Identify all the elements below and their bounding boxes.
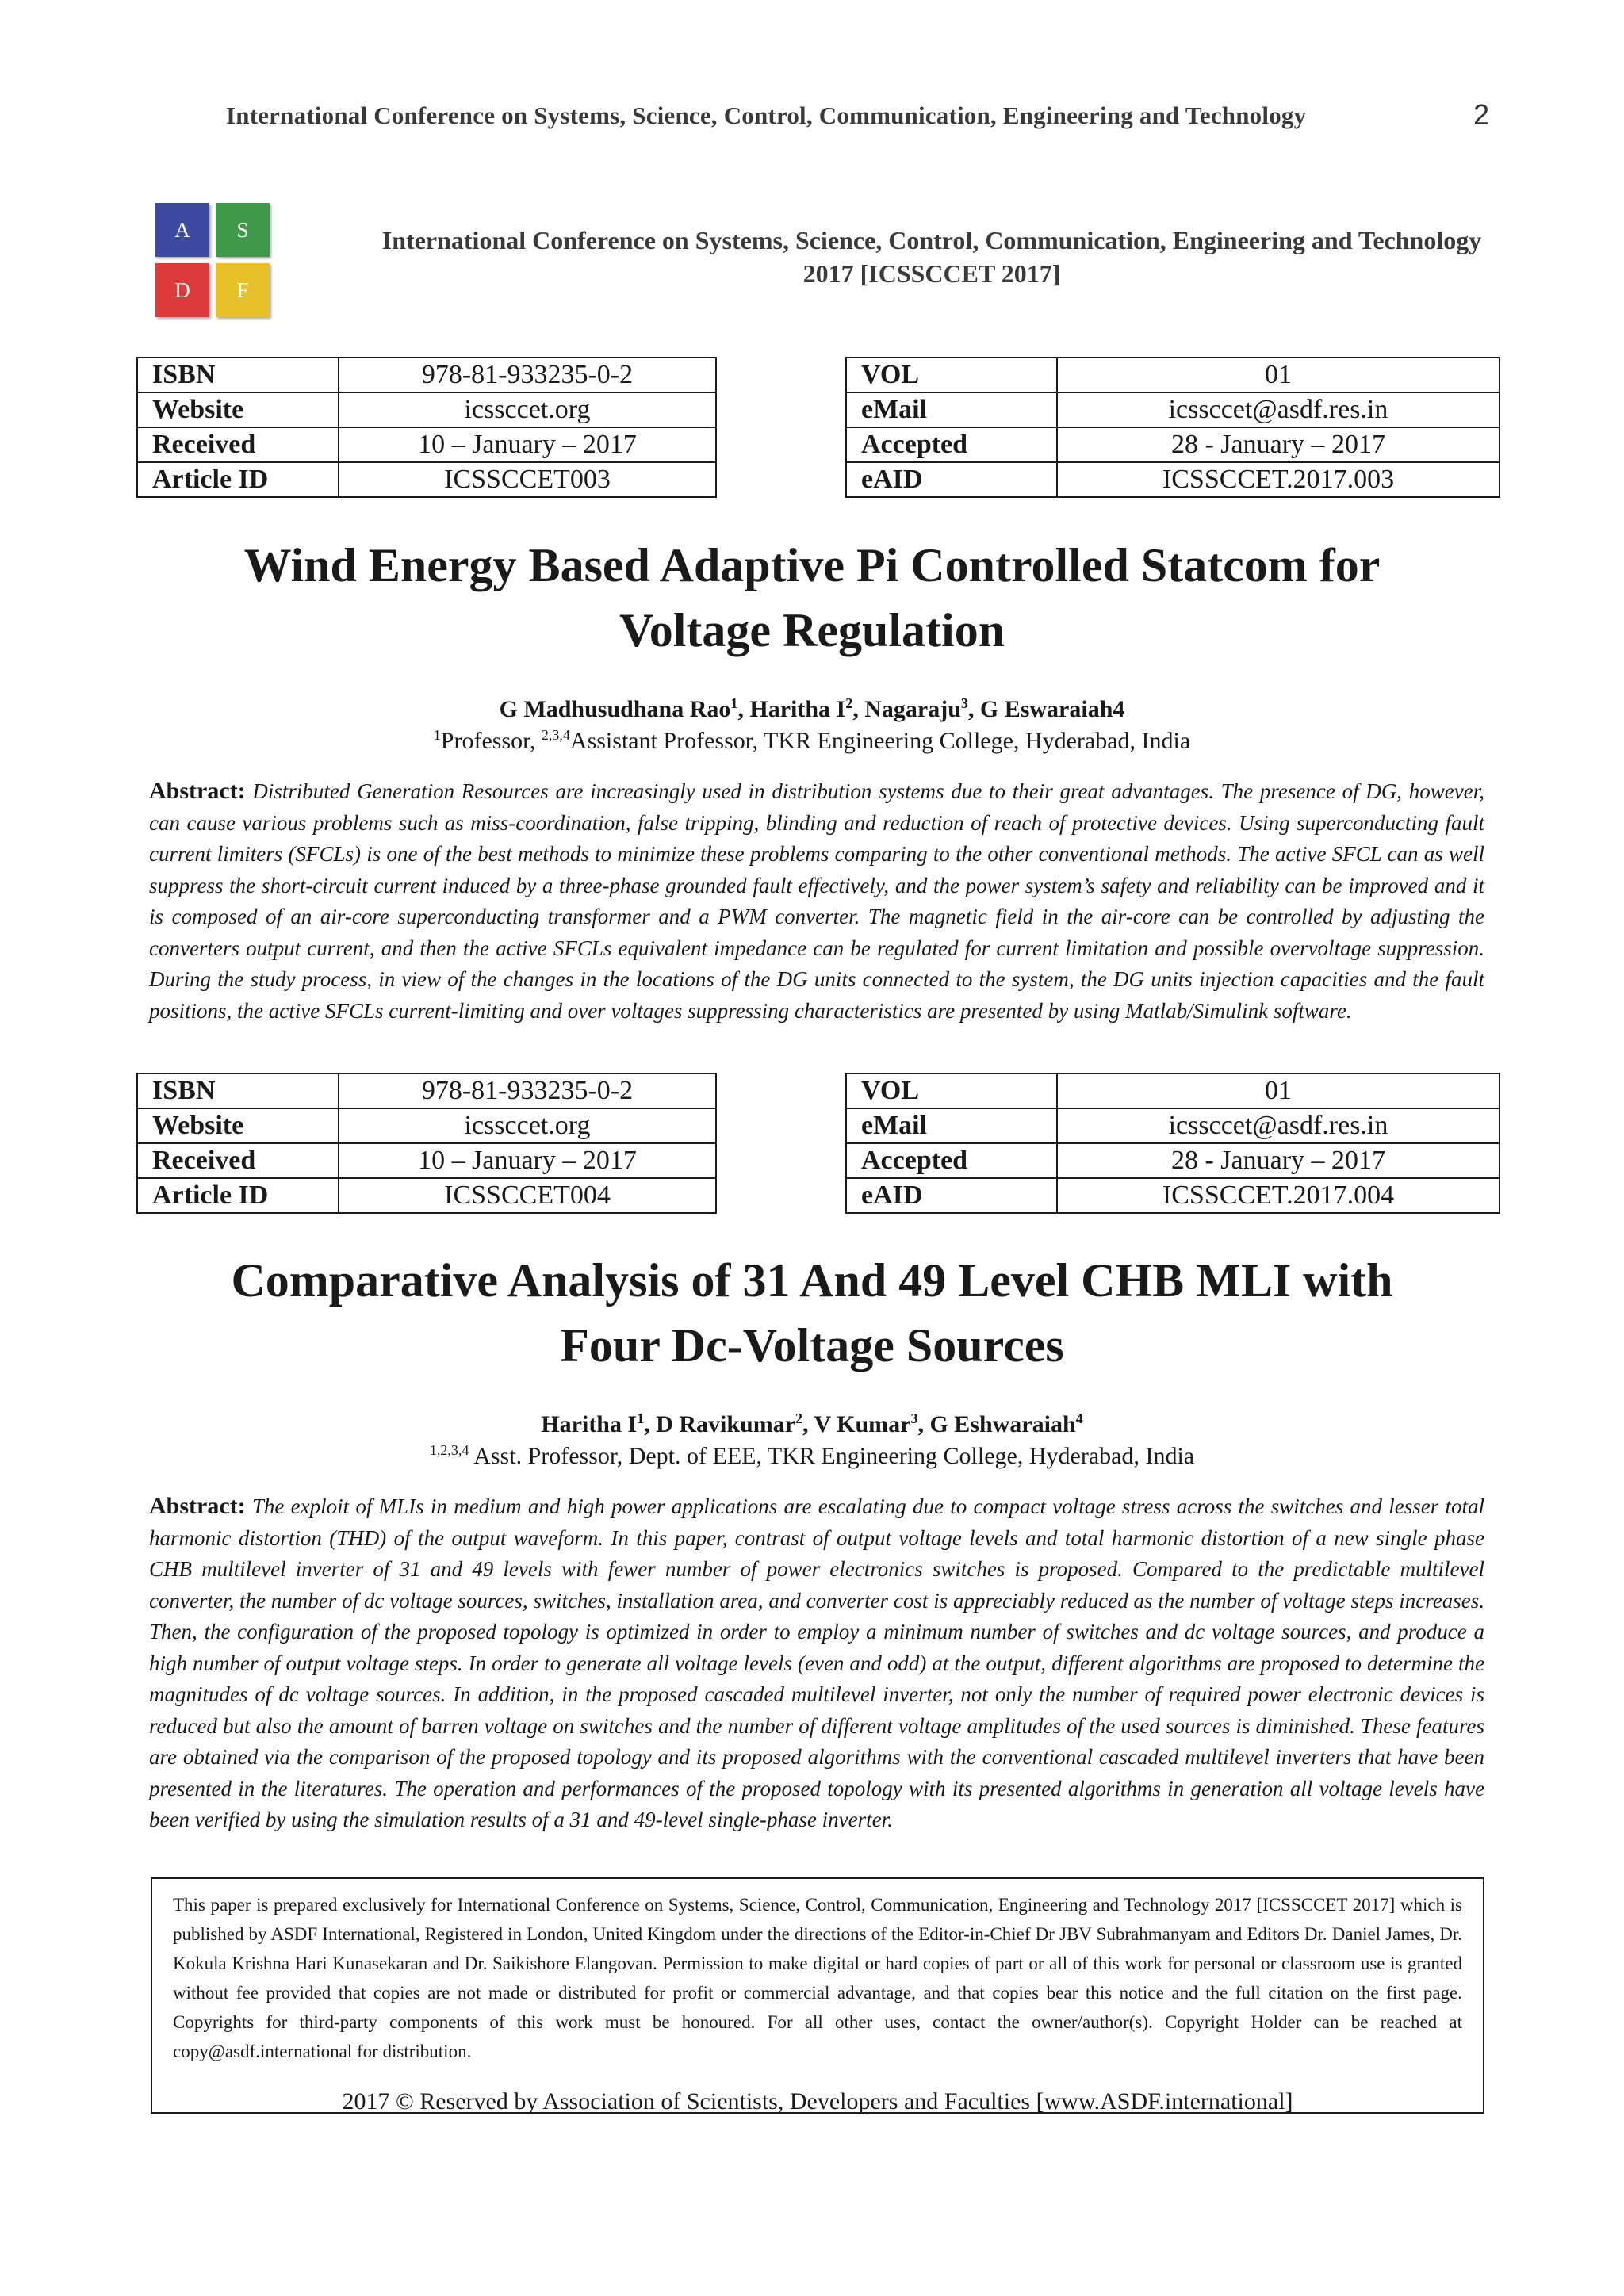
permission-notice: This paper is prepared exclusively for International Conference on Systems, Science, Control, Communication, Engineering and Technology 2017 [ICSSCCET 2017] which is published by ASDF International, Registered in London, United Kingdom under the directions of the Editor-in-Chief Dr JBV Subrahmanyam and Editors Dr. Daniel James, Dr. Kokula Krishna Hari Kunasekaran and Dr. Saikishore Elangovan. Permission to make digital or hard copies of part or all of this work for personal or classroom use is granted without fee provided that copies are not made or distributed for profit or commercial advantage, and that copies bear this notice and the full citation on the first page. Copyrights for third-party components of this work must be honoured. For all other uses, contact the owner/author(s). Copyright Holder can be reached at copy@asdf.international for distribution. <box>173 1895 1462 2061</box>
meta-value: icssccet.org <box>339 392 716 427</box>
table-row <box>137 392 716 427</box>
paper2-title-line2: Four Dc-Voltage Sources <box>560 1319 1064 1372</box>
running-header: International Conference on Systems, Science, Control, Communication, Engineering and Technology <box>226 101 1307 129</box>
table-row <box>846 1143 1500 1178</box>
meta-value: ICSSCCET.2017.004 <box>1057 1178 1500 1213</box>
meta-key: Article ID <box>137 462 339 497</box>
copyright-notice-box <box>151 1877 1484 2114</box>
table-row <box>846 427 1500 462</box>
meta-key: eAID <box>846 462 1057 497</box>
paper1-abstract <box>149 775 1484 1027</box>
abstract-label: Abstract: <box>149 1493 246 1519</box>
table-row <box>137 462 716 497</box>
logo-tile-f: F <box>216 263 270 317</box>
table-row <box>846 358 1500 392</box>
paper1-right-meta-table <box>845 357 1500 498</box>
meta-value: icssccet.org <box>339 1108 716 1143</box>
table-row <box>846 392 1500 427</box>
table-row <box>846 462 1500 497</box>
table-row <box>137 1108 716 1143</box>
meta-value: 01 <box>1057 358 1500 392</box>
meta-value: 10 – January – 2017 <box>339 1143 716 1178</box>
meta-value: ICSSCCET003 <box>339 462 716 497</box>
meta-value: ICSSCCET.2017.003 <box>1057 462 1500 497</box>
paper1-affiliation: $^1$Professor, $^{2,3,4}$Assistant Professor, TKR Engineering College, Hyderabad, India <box>433 727 1191 754</box>
meta-value: 10 – January – 2017 <box>339 427 716 462</box>
table-row <box>846 1178 1500 1213</box>
meta-value: icssccet@asdf.res.in <box>1057 392 1500 427</box>
abstract-text: The exploit of MLIs in medium and high power applications are escalating due to compact voltage stress across the switches and lesser total harmonic distortion (THD) of the output waveform. In this paper, contrast of output voltage levels and total harmonic distortion of a new single phase CHB multilevel inverter of 31 and 49 levels with fewer number of power electronics switches is proposed. Compared to the predictable multilevel converter, the number of dc voltage sources, switches, installation area, and converter cost is appreciably reduced as the number of voltage steps increases. Then, the configuration of the proposed topology is optimized in order to employ a minimum number of switches and dc voltage sources, and produce a high number of output voltage steps. In order to generate all voltage levels (even and odd) at the output, different algorithms are proposed to determine the magnitudes of dc voltage sources. In addition, in the proposed cascaded multilevel inverter, not only the number of required power electronic devices is reduced but also the amount of barren voltage on switches and the number of different voltage amplitudes of the used sources is diminished. These features are obtained via the comparison of the proposed topology and its proposed algorithms with the conventional cascaded multilevel inverters that have been presented in the literatures. The operation and performances of the proposed topology with its presented algorithms in generation all voltage levels have been verified by using the simulation results of a 31 and 49-level single-phase inverter. <box>149 1494 1484 1831</box>
paper1-title-line2: Voltage Regulation <box>619 604 1005 656</box>
table-row <box>137 1143 716 1178</box>
paper1-left-meta-table <box>136 357 717 498</box>
paper2-affiliation: $^{1,2,3,4}$ Asst. Professor, Dept. of EEE, TKR Engineering College, Hyderabad, India <box>429 1442 1195 1469</box>
meta-key: ISBN <box>137 358 339 392</box>
meta-key: Received <box>137 427 339 462</box>
paper1-title-line1: Wind Energy Based Adaptive Pi Controlled Statcom for <box>243 539 1381 591</box>
abstract-text: Distributed Generation Resources are increasingly used in distribution systems due to their great advantages. The presence of DG, however, can cause various problems such as miss-coordination, false tripping, blinding and reduction of reach of protective devices. Using superconducting fault current limiters (SFCLs) is one of the best methods to minimize these problems comparing to the other conventional methods. The active SFCL can as well suppress the short-circuit current induced by a three-phase grounded fault effectively, and the power system’s safety and reliability can be improved and it is composed of an air-core superconducting transformer and a PWM converter. The magnetic field in the air-core can be controlled by adjusting the converters output current, and then the active SFCLs equivalent impedance can be regulated for current limitation and possible overvoltage suppression. During the study process, in view of the changes in the locations of the DG units connected to the system, the DG units injection capacities and the fault positions, the active SFCLs current-limiting and over voltages suppressing characteristics are presented by using Matlab/Simulink software. <box>149 779 1485 1023</box>
meta-key: Received <box>137 1143 339 1178</box>
meta-value: ICSSCCET004 <box>339 1178 716 1213</box>
paper1-authors: G Madhusudhana Rao$^1$, Haritha $I^2$, Nagaraju$^3$, G Eswaraiah4 <box>499 695 1125 722</box>
logo-tile-s: S <box>216 203 270 257</box>
table-row <box>846 1108 1500 1143</box>
meta-key: VOL <box>846 358 1057 392</box>
meta-key: Accepted <box>846 427 1057 462</box>
abstract-label: Abstract: <box>149 778 246 804</box>
meta-key: Article ID <box>137 1178 339 1213</box>
meta-key: eMail <box>846 1108 1057 1143</box>
meta-key: Website <box>137 1108 339 1143</box>
meta-key: eMail <box>846 392 1057 427</box>
logo-tile-d: D <box>155 263 209 317</box>
meta-key: VOL <box>846 1073 1057 1108</box>
meta-key: eAID <box>846 1178 1057 1213</box>
paper2-title-line1: Comparative Analysis of 31 And 49 Level CHB MLI with <box>231 1254 1393 1307</box>
table-row <box>137 1178 716 1213</box>
table-row <box>137 1073 716 1108</box>
paper2-authors: Haritha $I^1$, D Ravikumar$^2$, V Kumar$^3$, G Eshwaraiah$^4$ <box>541 1410 1083 1437</box>
meta-value: 978-81-933235-0-2 <box>339 1073 716 1108</box>
paper2-abstract <box>149 1490 1484 1836</box>
paper2-right-meta-table <box>845 1073 1500 1214</box>
meta-value: icssccet@asdf.res.in <box>1057 1108 1500 1143</box>
paper2-title <box>111 1248 1513 1378</box>
meta-value: 28 - January – 2017 <box>1057 427 1500 462</box>
meta-value: 01 <box>1057 1073 1500 1108</box>
meta-value: 978-81-933235-0-2 <box>339 358 716 392</box>
copyright-line: 2017 © Reserved by Association of Scientists, Developers and Faculties [www.ASDF.international] <box>342 2088 1293 2114</box>
logo-tile-a: A <box>155 203 209 257</box>
asdf-logo <box>155 203 271 319</box>
meta-value: 28 - January – 2017 <box>1057 1143 1500 1178</box>
page-number: 2 <box>1473 98 1490 131</box>
paper1-title <box>111 533 1513 663</box>
table-row <box>846 1073 1500 1108</box>
paper2-left-meta-table <box>136 1073 717 1214</box>
conference-title: International Conference on Systems, Science, Control, Communication, Engineering and Technology 2017 [ICSSCCET 2017] <box>381 226 1482 288</box>
meta-key: ISBN <box>137 1073 339 1108</box>
table-row <box>137 427 716 462</box>
meta-key: Website <box>137 392 339 427</box>
meta-key: Accepted <box>846 1143 1057 1178</box>
table-row <box>137 358 716 392</box>
